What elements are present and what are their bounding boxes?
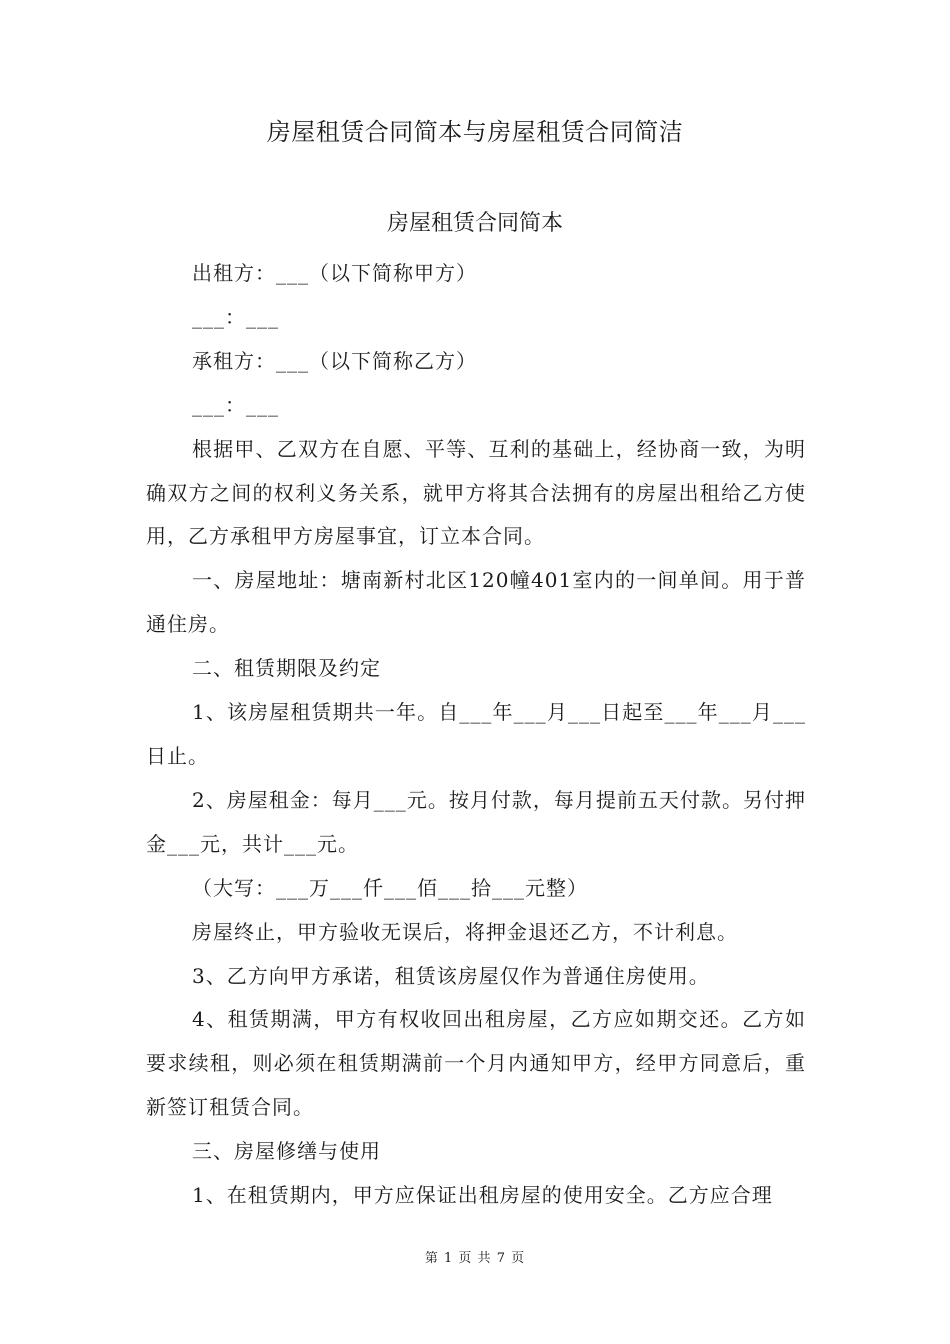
paragraph-lessor-contact: ___：___ bbox=[192, 304, 279, 329]
paragraph-lessor: 出租方：___（以下简称甲方） bbox=[192, 261, 477, 285]
paragraph-address: 一、房屋地址：塘南新村北区120幢401室内的一间单间。用于普通住房。 bbox=[146, 568, 806, 637]
paragraph-deposit-return: 房屋终止，甲方验收无误后，将押金退还乙方，不计利息。 bbox=[192, 919, 738, 944]
paragraph-rent-uppercase: （大写：___万___仟___佰___拾___元整） bbox=[192, 875, 588, 900]
document-title: 房屋租赁合同简本与房屋租赁合同简洁 bbox=[266, 118, 684, 146]
section-title: 房屋租赁合同简本 bbox=[386, 211, 563, 236]
paragraph-renewal: 4、租赁期满，甲方有权收回出租房屋，乙方应如期交还。乙方如要求续租，则必须在租赁期满前一个月内通知甲方，经甲方同意后，重新签订租赁合同。 bbox=[146, 1007, 806, 1120]
paragraph-term: 1、该房屋租赁期共一年。自___年___月___日起至___年___月___日止。 bbox=[146, 700, 806, 768]
paragraph-usage-promise: 3、乙方向甲方承诺，租赁该房屋仅作为普通住房使用。 bbox=[192, 963, 710, 988]
paragraph-rent: 2、房屋租金：每月___元。按月付款，每月提前五天付款。另付押金___元，共计___元。 bbox=[146, 787, 806, 856]
paragraph-safety: 1、在租赁期内，甲方应保证出租房屋的使用安全。乙方应合理 bbox=[192, 1183, 773, 1208]
paragraph-lessee-contact: ___：___ bbox=[192, 392, 279, 417]
page-footer: 第 1 页 共 7 页 bbox=[424, 1251, 526, 1266]
paragraph-preamble: 根据甲、乙双方在自愿、平等、互利的基础上，经协商一致，为明确双方之间的权利义务关系，就甲方将其合法拥有的房屋出租给乙方使用，乙方承租甲方房屋事宜，订立本合同。 bbox=[146, 436, 806, 549]
contract-body bbox=[146, 252, 806, 1218]
paragraph-lessee: 承租方：___（以下简称乙方） bbox=[192, 348, 477, 373]
paragraph-heading-repair: 三、房屋修缮与使用 bbox=[192, 1139, 381, 1164]
paragraph-heading-term: 二、租赁期限及约定 bbox=[192, 656, 381, 681]
